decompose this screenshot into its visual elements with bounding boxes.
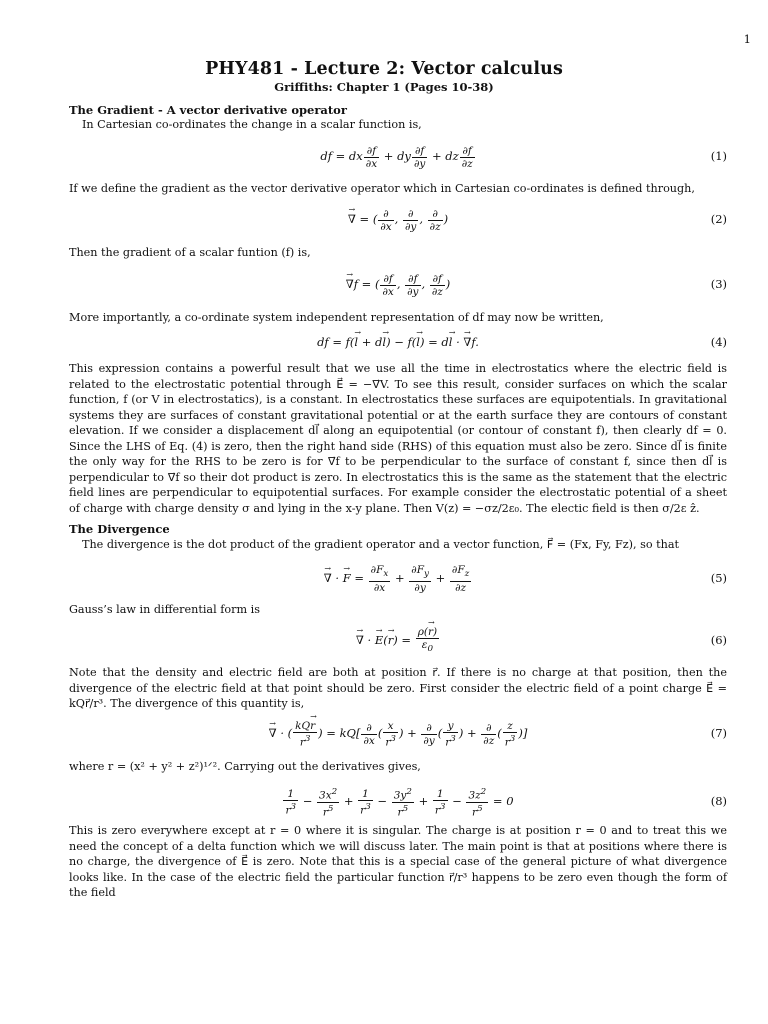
equation-6: ∇ → · E →(r →) = $\frac{\rho(r \to)}{\varepsilon_0}$ (6) (69, 625, 727, 655)
equation-5: ∇ → · F → = $\frac{\partial F_x}{\partial x}$ + $\frac{\partial F_y}{\partial y}$ + $\frac{\partial F_z}{\partial z}$ (5) (69, 563, 727, 593)
equation-5-number: (5) (710, 571, 727, 585)
equation-2: ∇ → = ( $\frac{\partial}{\partial x}$ , $\frac{\partial}{\partial y}$ , $\frac{\partial}{\partial z}$ ) (2) (69, 204, 727, 234)
paragraph-5: This expression contains a powerful result that we use all the time in electrostatics where the electric field is related to the electrostatic potential through E⃗ = −∇⃗V. To see this result, consider surfaces on which the scalar function, f (or V in electrostatics), is a constant. In electrostatics these surfaces are equipotentials. In gravitational systems they are surfaces of constant gravitational potential or at the earth surface they are contours of constant elevation. If we consider a displacement dl⃗ along an equipotential (or contour of constant f), then clearly df = 0. Since the LHS of Eq. (4) is zero, then the right hand side (RHS) of this equation must also be zero. Since dl⃗ is finite the only way for the RHS to be zero is for ∇⃗f to be perpendicular to the surface of constant f, since then dl⃗ is perpendicular to ∇⃗f so their dot product is zero. In electrostatics this is the same as the statement that the electric field lines are perpendicular to equipotential surfaces. For example consider the electrostatic potential of a sheet of charge with charge density σ and lying in the x-y plane. Then V(z) = −σz/2ε₀. The electic field is then σ/2ε ẑ. (69, 362, 727, 515)
equation-3: ∇ →f = ( $\frac{\partial f}{\partial x}$ , $\frac{\partial f}{\partial y}$ , $\frac{\partial f}{\partial z}$ ) (3) (69, 269, 727, 299)
divergence-heading: The Divergence (69, 522, 170, 536)
paragraph-8: Note that the density and electric field are both at position r⃗. If there is no charge at that position, then the divergence of the electric field at that point should be zero. First consider the electric field of a point charge E⃗ = kQr⃗/r³. The divergence of this quantity is, (69, 666, 727, 710)
equation-8: $\frac{1}{r^3}$ − $\frac{3x^2}{r^5}$ + $\frac{1}{r^3}$ − $\frac{3y^2}{r^5}$ + $\frac{1}{r^3}$ − $\frac{3z^2}{r^5}$ = 0 (8) (285, 787, 727, 818)
page-title: PHY481 - Lecture 2: Vector calculus (205, 59, 563, 79)
equation-2-number: (2) (710, 212, 727, 226)
equation-4: df = f(l → + dl →) − f(l →) = dl → · ∇ →f. (4) (69, 327, 727, 357)
paragraph-9: where r = (x² + y² + z²)¹ᐟ². Carrying out the derivatives gives, (69, 760, 421, 773)
equation-4-number: (4) (710, 335, 727, 349)
equation-1-number: (1) (710, 149, 727, 163)
equation-8-number: (8) (710, 794, 727, 808)
paragraph-2: If we define the gradient as the vector derivative operator which in Cartesian co-ordinates is defined through, (69, 182, 695, 195)
page-subtitle: Griffiths: Chapter 1 (Pages 10-38) (274, 80, 494, 94)
equation-3-number: (3) (710, 277, 727, 291)
paragraph-10: This is zero everywhere except at r = 0 where it is singular. The charge is at position r = 0 and to treat this we need the concept of a delta function which we will discuss later. The main point is that at positions where there is no charge, the divergence of E⃗ is zero. Note that this is a special case of the general picture of what divergence looks like. In the case of the electric field the particular function r⃗/r³ happens to be zero even though the form of the field (69, 824, 727, 899)
gradient-heading: The Gradient - A vector derivative operator (69, 103, 347, 117)
paragraph-4: More importantly, a co-ordinate system independent representation of df may now be written, (69, 311, 604, 324)
equation-7-number: (7) (710, 726, 727, 740)
paragraph-6: The divergence is the dot product of the gradient operator and a vector function, F⃗ = (Fx, Fy, Fz), so that (82, 538, 680, 551)
page-number: 1 (743, 32, 751, 46)
equation-6-number: (6) (710, 633, 727, 647)
paragraph-7: Gauss’s law in differential form is (69, 603, 260, 616)
paragraph-3: Then the gradient of a scalar funtion (f) is, (69, 246, 311, 259)
equation-7: ∇ → · ( $\frac{\text{kQr →}}{r^3}$ ) = kQ[ $\frac{\partial}{\partial x}$ ( $\frac{x}{r^3}$ ) + $\frac{\partial}{\partial y}$ ( $\frac{y}{r^3}$ ) + $\frac{\partial}{\partial z}$ ( $\frac{z}{r^3}$ )] (7) (69, 718, 727, 748)
paragraph-1: In Cartesian co-ordinates the change in a scalar function is, (82, 118, 422, 131)
equation-1: df = dx $\frac{\partial f}{\partial x}$ + dy $\frac{\partial f}{\partial y}$ + dz $\frac{\partial f}{\partial z}$ (1) (69, 141, 727, 171)
